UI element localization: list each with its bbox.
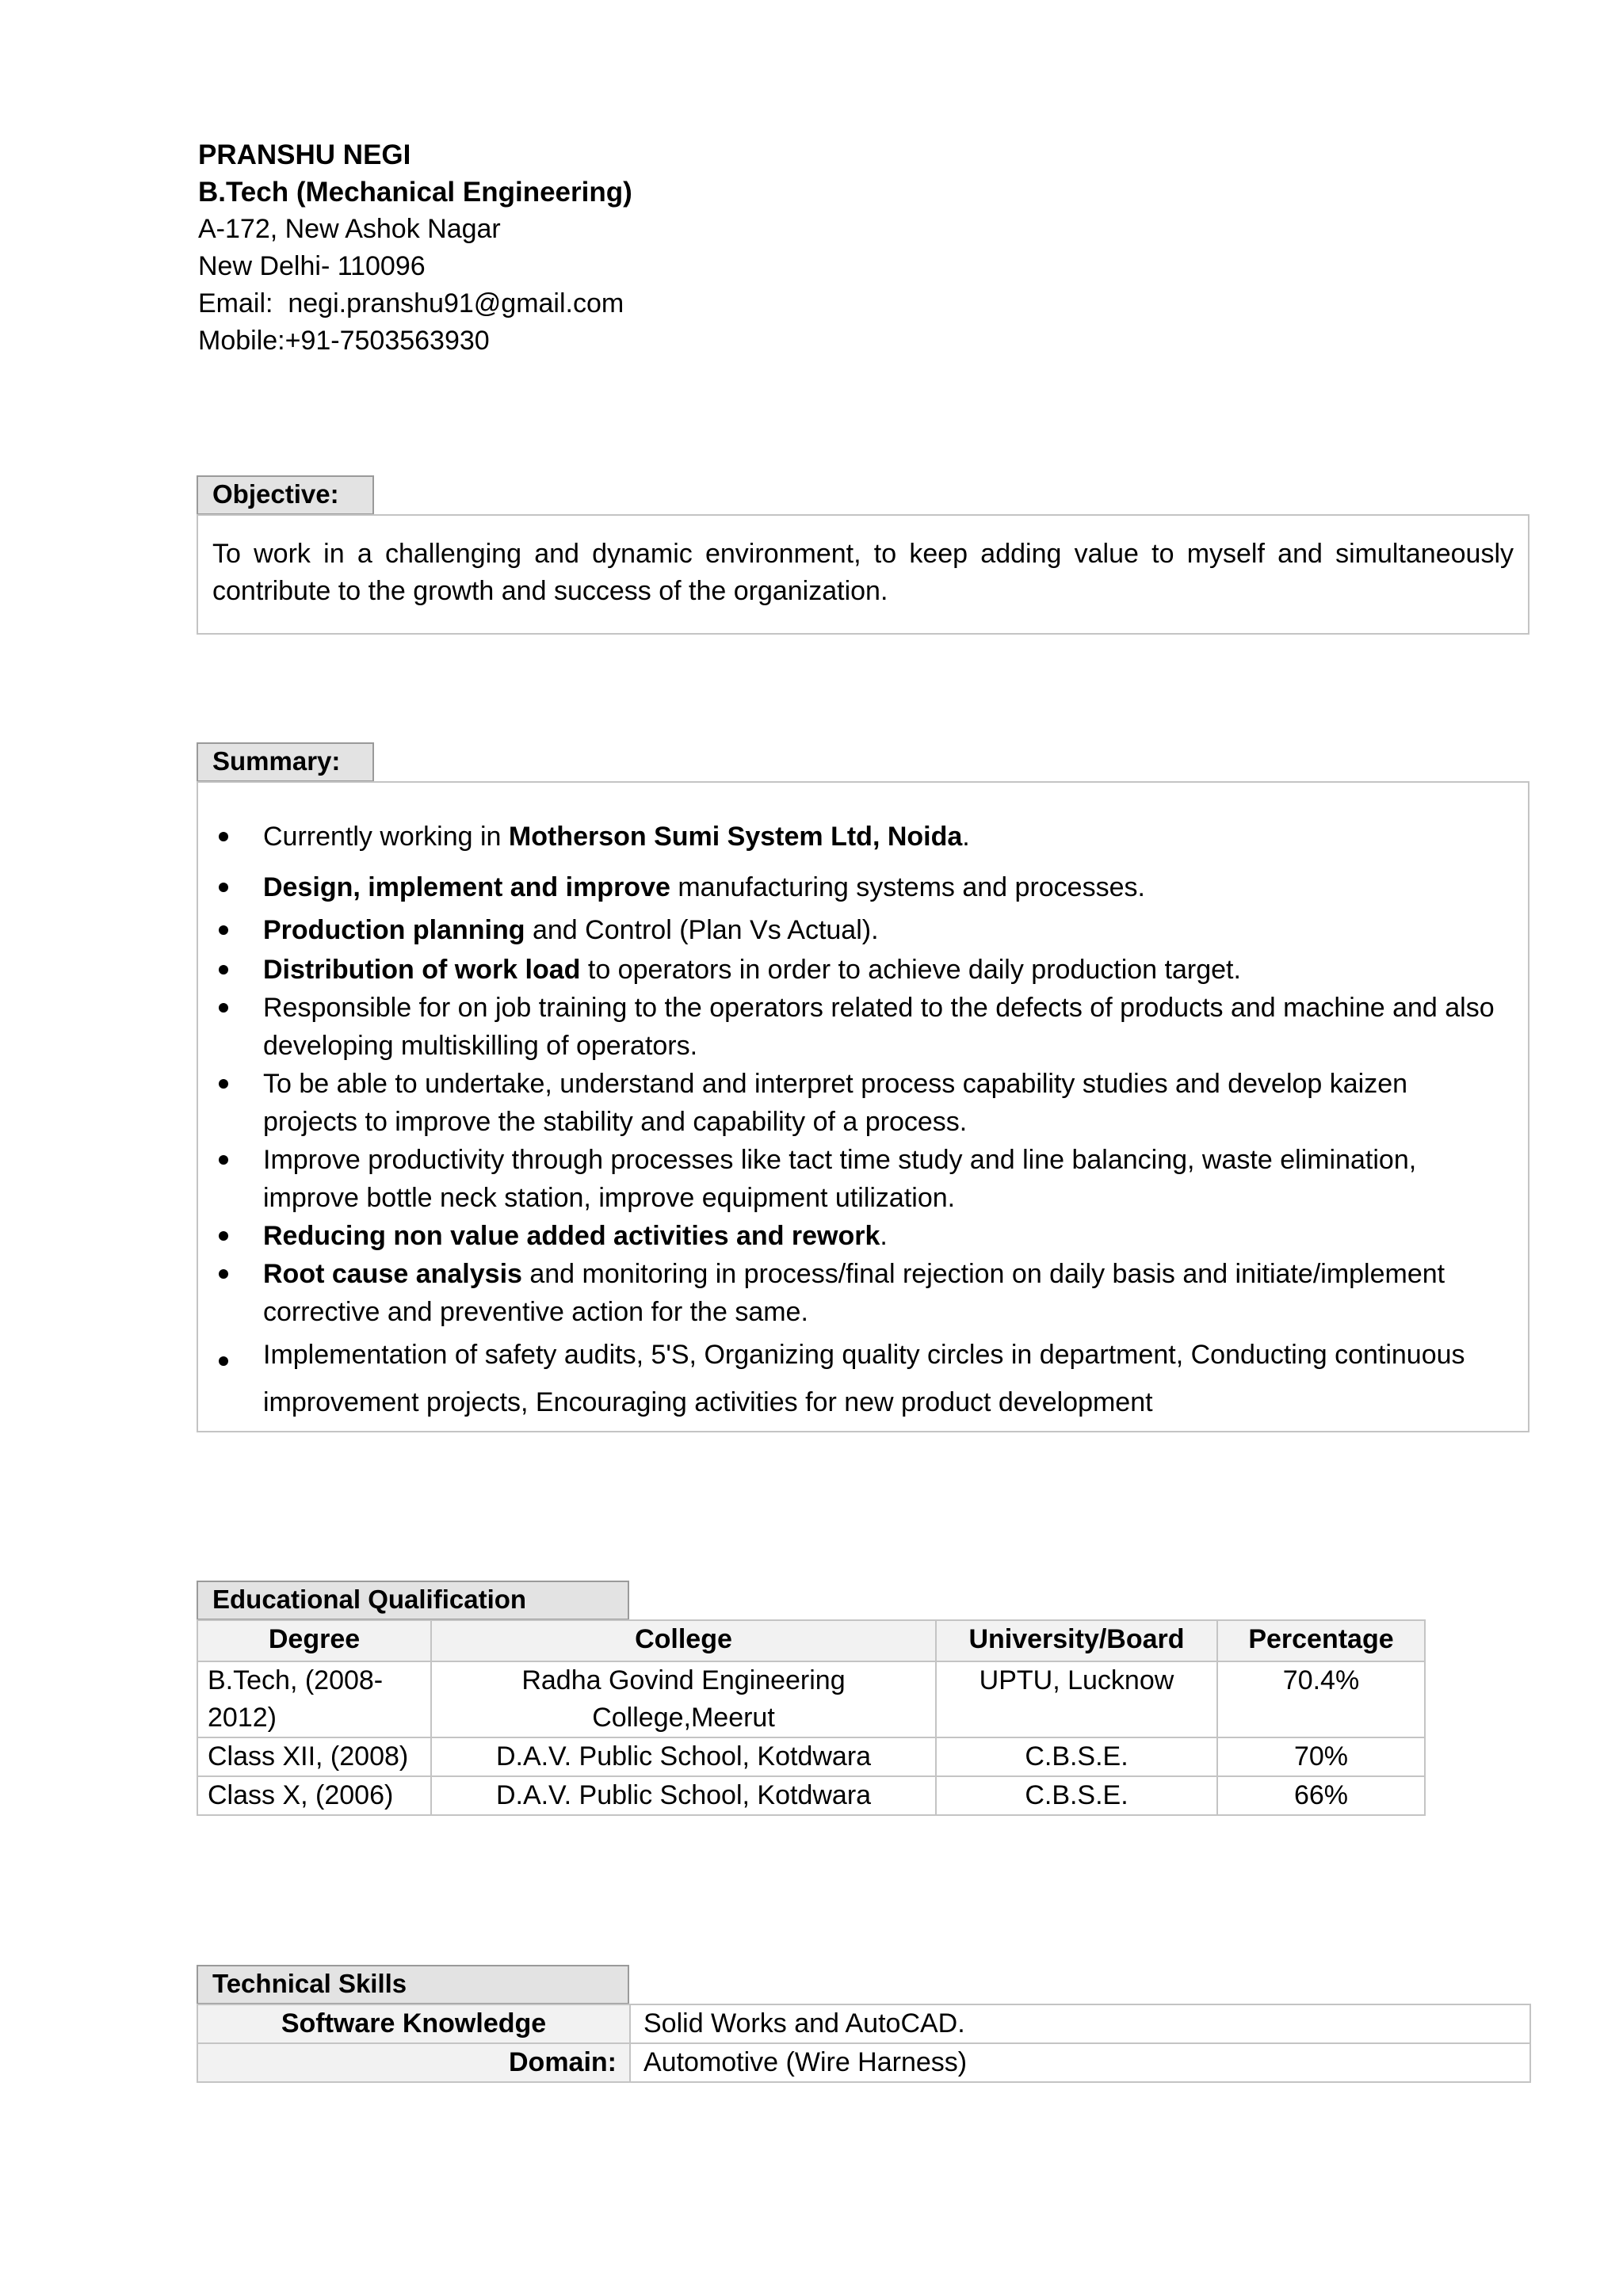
- column-header-college: College: [431, 1620, 936, 1661]
- college-cell: D.A.V. Public School, Kotdwara: [431, 1737, 936, 1776]
- summary-item-text-end: and Control (Plan Vs Actual).: [525, 915, 879, 945]
- education-table: [197, 1619, 1426, 1816]
- skill-key-software: Software Knowledge: [197, 2004, 630, 2043]
- table-row: [197, 1737, 1425, 1776]
- summary-item-bold: Motherson Sumi System Ltd, Noida: [508, 822, 963, 852]
- table-row: [197, 1661, 1425, 1737]
- bullet-icon: [219, 1155, 228, 1165]
- summary-heading: Summary:: [197, 742, 374, 782]
- summary-item-bold: Root cause analysis: [263, 1259, 522, 1289]
- summary-item-text: Responsible for on job training to the operators related to the defects of products and machine and also developing multiskilling of operators.: [263, 993, 1495, 1061]
- university-cell: C.B.S.E.: [936, 1776, 1217, 1815]
- email-line: Email: negi.pranshu91@gmail.com: [198, 288, 624, 318]
- bullet-icon: [219, 1269, 228, 1279]
- summary-item-text-end: and monitoring in process/final rejection on daily basis and initiate/implement corrective and preventive action for the same.: [263, 1259, 1445, 1327]
- skill-value-domain: Automotive (Wire Harness): [630, 2043, 1530, 2082]
- table-row: [197, 2004, 1530, 2043]
- summary-item-text: To be able to undertake, understand and interpret process capability studies and develop kaizen projects to improve the stability and capability of a process.: [263, 1069, 1408, 1137]
- objective-box: [197, 514, 1529, 635]
- objective-heading: Objective:: [197, 475, 374, 515]
- summary-item-text-end: .: [962, 822, 970, 852]
- column-header-university: University/Board: [936, 1620, 1217, 1661]
- column-header-percentage: Percentage: [1217, 1620, 1425, 1661]
- percentage-cell: 70%: [1217, 1737, 1425, 1776]
- summary-item-bold: Design, implement and improve: [263, 872, 670, 902]
- skill-key-domain: Domain:: [197, 2043, 630, 2082]
- summary-item-text: Improve productivity through processes like tact time study and line balancing, waste elimination, improve bottle neck station, improve equipment utilization.: [263, 1145, 1417, 1213]
- bullet-icon: [219, 1356, 228, 1366]
- bullet-icon: [219, 1231, 228, 1241]
- summary-item-text-end: manufacturing systems and processes.: [670, 872, 1145, 902]
- degree-cell: Class X, (2006): [197, 1776, 431, 1815]
- degree-cell: Class XII, (2008): [197, 1737, 431, 1776]
- bullet-icon: [219, 965, 228, 974]
- table-row: [197, 1776, 1425, 1815]
- summary-item-bold: Reducing non value added activities and rework: [263, 1221, 880, 1251]
- address-line-1: A-172, New Ashok Nagar: [198, 214, 501, 244]
- candidate-degree: B.Tech (Mechanical Engineering): [198, 177, 632, 208]
- summary-item-text-end: .: [880, 1221, 888, 1251]
- bullet-icon: [219, 832, 228, 841]
- college-cell: D.A.V. Public School, Kotdwara: [431, 1776, 936, 1815]
- table-row: [197, 2043, 1530, 2082]
- summary-item-bold: Production planning: [263, 915, 525, 945]
- objective-text: To work in a challenging and dynamic environment, to keep adding value to myself and simultaneously contribute to the growth and success of the organization.: [212, 539, 1514, 606]
- summary-item-text: Implementation of safety audits, 5'S, Organizing quality circles in department, Conducting continuous improvement projects, Encouraging activities for new product development: [263, 1340, 1465, 1417]
- summary-box: [197, 781, 1529, 1432]
- resume-header: [198, 136, 911, 360]
- college-cell: Radha Govind Engineering College,Meerut: [431, 1661, 936, 1737]
- column-header-degree: Degree: [197, 1620, 431, 1661]
- degree-cell: B.Tech, (2008-2012): [197, 1661, 431, 1737]
- technical-skills-heading: Technical Skills: [197, 1965, 629, 2004]
- skill-value-software: Solid Works and AutoCAD.: [630, 2004, 1530, 2043]
- percentage-cell: 66%: [1217, 1776, 1425, 1815]
- bullet-icon: [219, 1003, 228, 1013]
- percentage-cell: 70.4%: [1217, 1661, 1425, 1737]
- university-cell: UPTU, Lucknow: [936, 1661, 1217, 1737]
- address-line-2: New Delhi- 110096: [198, 251, 426, 281]
- summary-item-text: Currently working in: [263, 822, 509, 852]
- summary-item-bold: Distribution of work load: [263, 955, 581, 985]
- education-header-row: [197, 1620, 1425, 1661]
- candidate-name: PRANSHU NEGI: [198, 139, 411, 170]
- technical-skills-table: [197, 2004, 1531, 2083]
- bullet-icon: [219, 1079, 228, 1089]
- summary-item-text-end: to operators in order to achieve daily production target.: [580, 955, 1241, 985]
- mobile-line: Mobile:+91-7503563930: [198, 326, 490, 356]
- bullet-icon: [219, 925, 228, 935]
- bullet-icon: [219, 883, 228, 892]
- education-heading: Educational Qualification: [197, 1581, 629, 1620]
- university-cell: C.B.S.E.: [936, 1737, 1217, 1776]
